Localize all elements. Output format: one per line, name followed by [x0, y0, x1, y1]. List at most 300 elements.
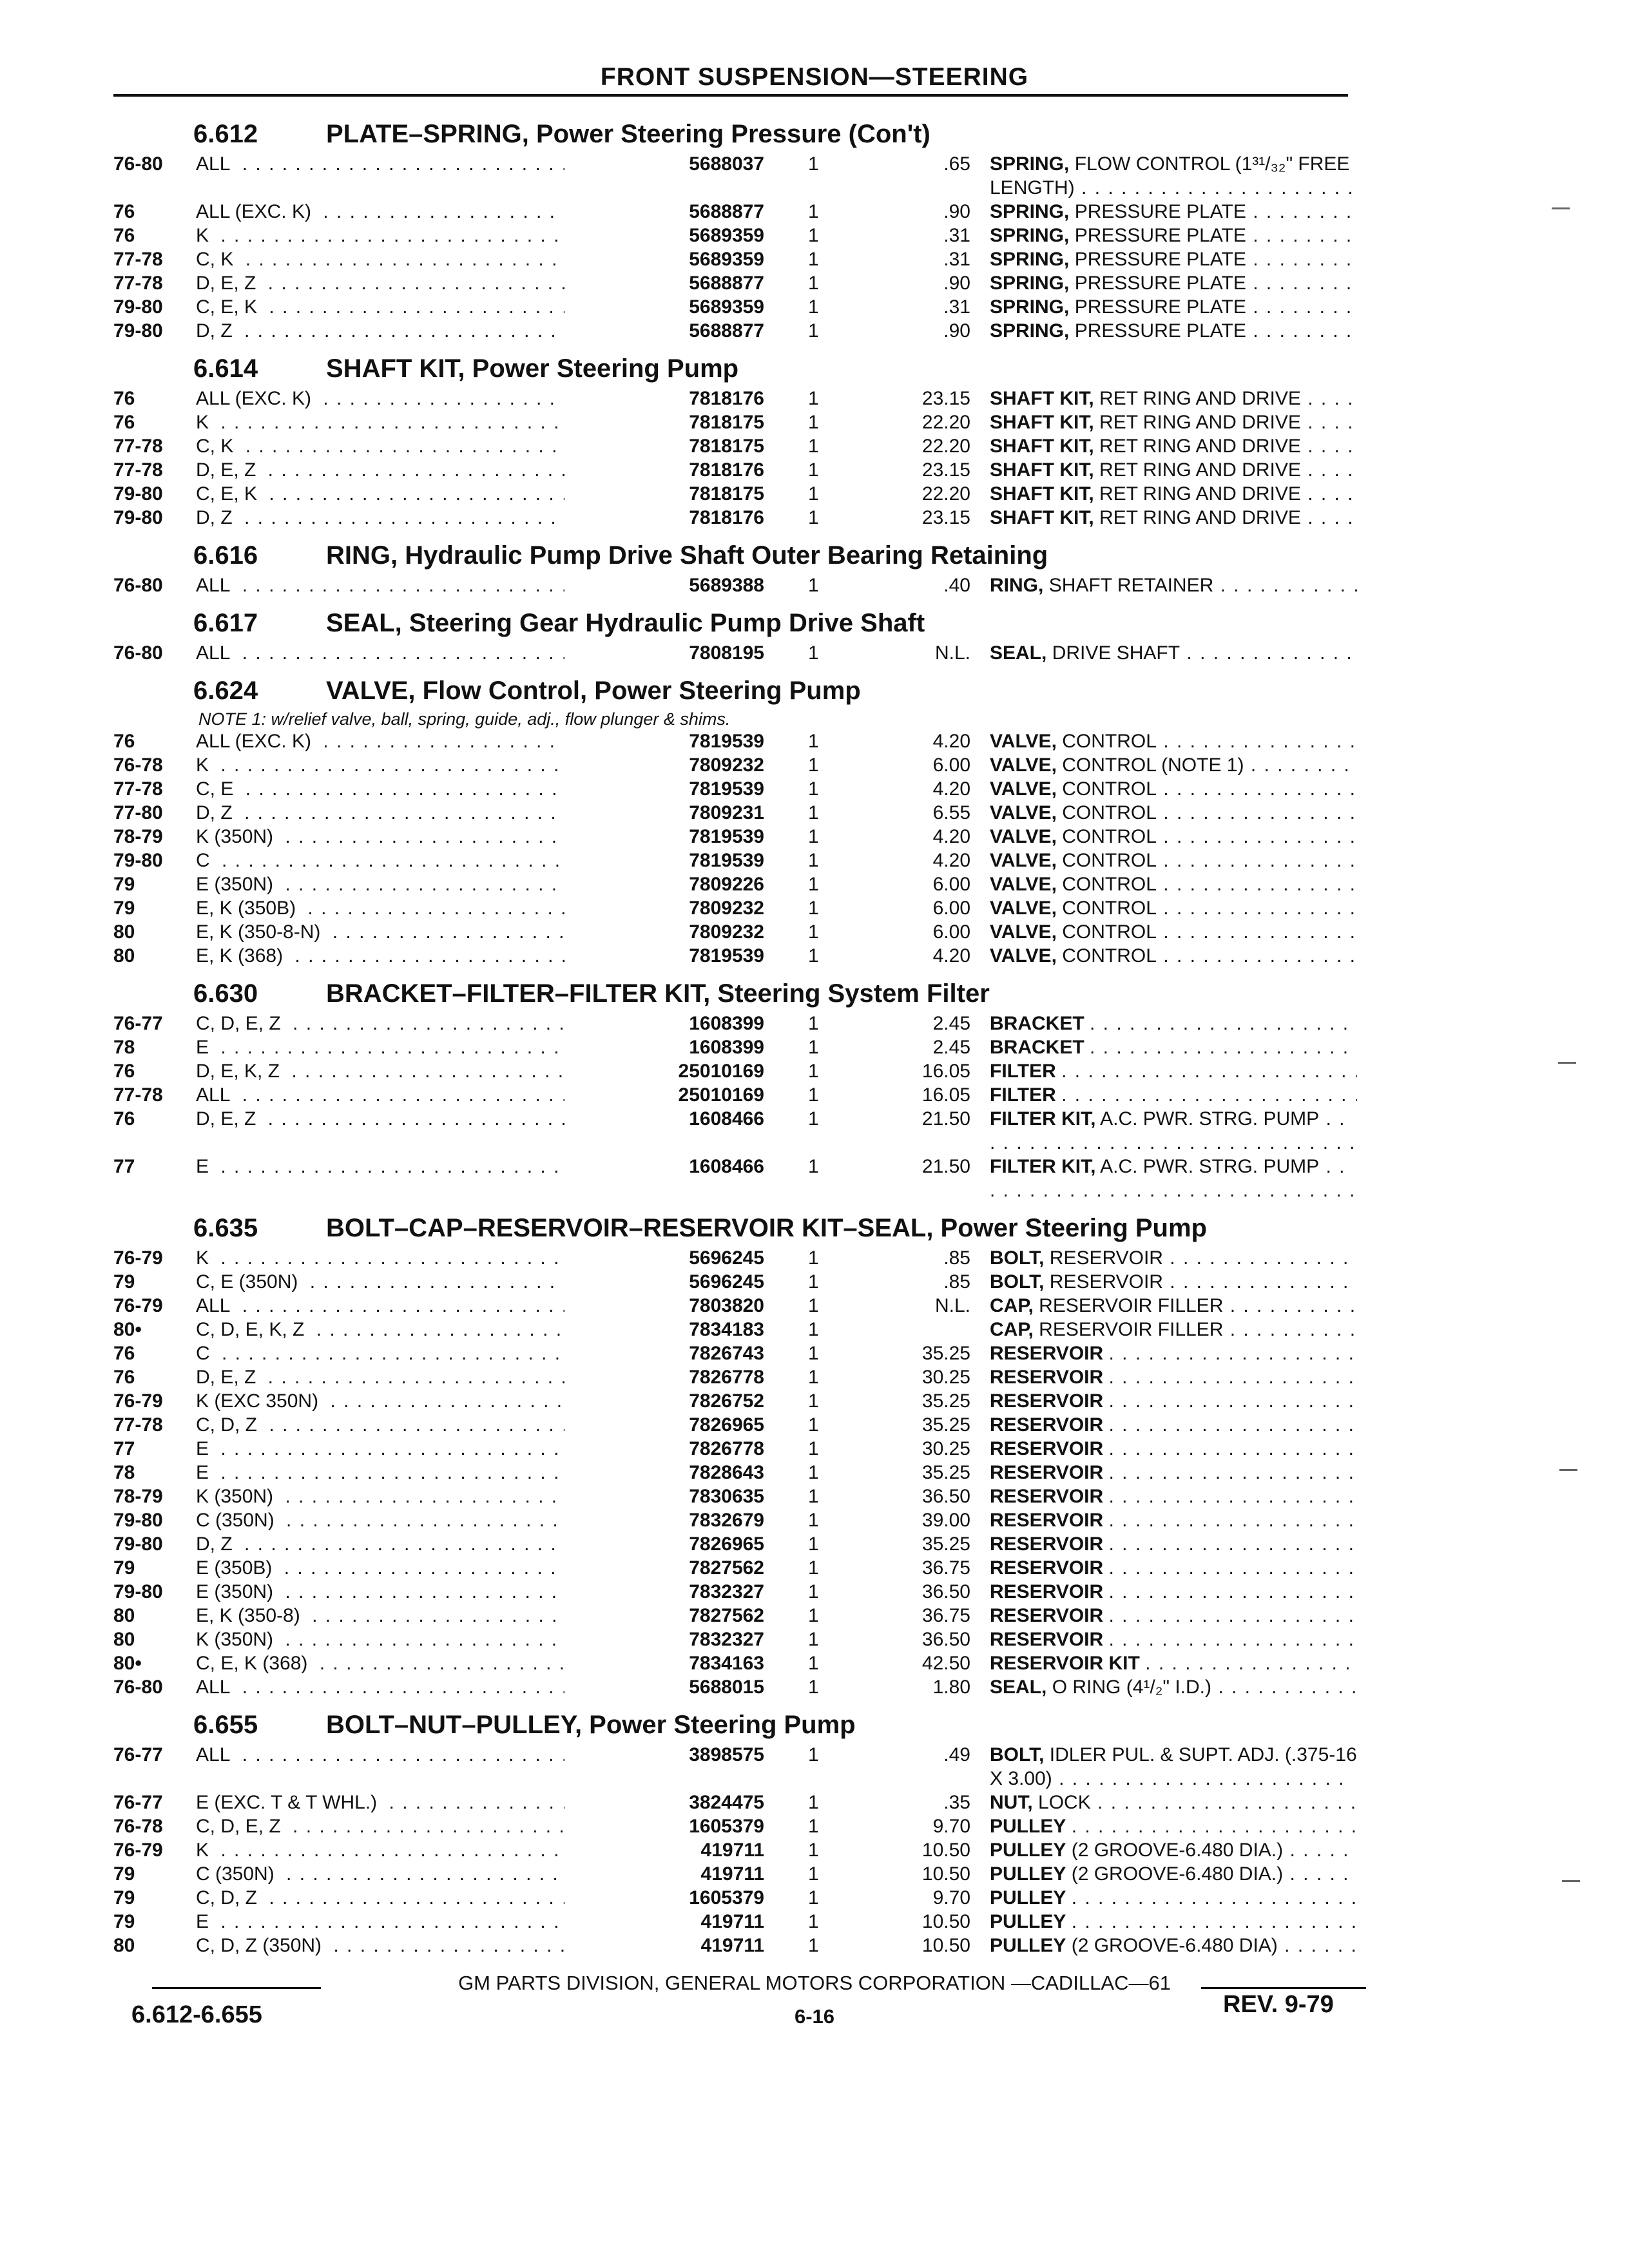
- model-year: 77-80: [113, 802, 163, 823]
- description-cell: [990, 896, 1357, 920]
- part-number: 7803820: [564, 1294, 764, 1318]
- section-number: 6.635: [193, 1214, 258, 1242]
- section-name: BOLT–CAP–RESERVOIR–RESERVOIR KIT–SEAL, Power Steering Pump: [326, 1214, 1207, 1242]
- price: 6.00: [932, 754, 970, 776]
- description-noun: CAP,: [990, 1295, 1034, 1316]
- quantity: 1: [808, 1863, 819, 1885]
- description-noun: RESERVOIR: [990, 1581, 1104, 1602]
- model-code: C, E: [196, 778, 238, 800]
- price: N.L.: [934, 642, 970, 664]
- table-row: [113, 200, 1357, 224]
- model-code: K: [196, 225, 214, 246]
- description-text: CONTROL: [1062, 874, 1157, 895]
- description-cell: [990, 1485, 1357, 1508]
- model-code: ALL (EXC. K): [196, 731, 316, 752]
- model-code: E: [196, 1438, 214, 1459]
- price: N.L.: [934, 1295, 970, 1316]
- description-noun: VALVE,: [990, 802, 1057, 823]
- part-number: 25010169: [564, 1059, 764, 1083]
- description-cell: [990, 1155, 1357, 1202]
- table-row: [113, 1083, 1357, 1107]
- price: .90: [943, 273, 970, 294]
- model-code: C, K: [196, 436, 238, 457]
- quantity: 1: [808, 483, 819, 505]
- description-noun: SHAFT KIT,: [990, 483, 1094, 505]
- model-year: 80: [113, 1629, 135, 1650]
- description-cell: [990, 482, 1357, 506]
- model-code: D, E, K, Z: [196, 1061, 285, 1082]
- description-cell: [990, 1838, 1357, 1862]
- price: 35.25: [921, 1462, 970, 1483]
- quantity: 1: [808, 1486, 819, 1507]
- description-text: CONTROL: [1062, 898, 1157, 919]
- description-cell: [990, 434, 1357, 458]
- description-cell: [990, 152, 1357, 200]
- description-cell: [990, 271, 1357, 295]
- quantity: 1: [808, 1156, 819, 1177]
- description-cell: [990, 1437, 1357, 1461]
- description-noun: PULLEY: [990, 1935, 1066, 1956]
- part-number: 5689359: [564, 295, 764, 319]
- quantity: 1: [808, 507, 819, 528]
- section-6-616: [113, 537, 1357, 597]
- description-text: CONTROL: [1062, 731, 1157, 752]
- price: 36.50: [921, 1486, 970, 1507]
- model-year: 76-79: [113, 1247, 163, 1269]
- quantity: 1: [808, 1414, 819, 1436]
- description-text: RET RING AND DRIVE: [1099, 459, 1301, 481]
- price: 35.25: [921, 1390, 970, 1412]
- part-number: 7826778: [564, 1437, 764, 1461]
- section-heading: [113, 975, 1357, 1012]
- footer-range: 6.612-6.655: [131, 2001, 262, 2028]
- model-code: K (350N): [196, 1629, 278, 1650]
- part-number: 7809232: [564, 920, 764, 944]
- part-number: 7832679: [564, 1508, 764, 1532]
- table-row: [113, 729, 1357, 753]
- section-6-617: [113, 605, 1357, 665]
- section-name: SHAFT KIT, Power Steering Pump: [326, 354, 739, 383]
- model-code: K: [196, 1840, 214, 1861]
- table-row: [113, 573, 1357, 597]
- description-cell: [990, 1791, 1357, 1814]
- description-noun: RESERVOIR: [990, 1533, 1104, 1555]
- model-code: E, K (350B): [196, 898, 301, 919]
- section-name: PLATE–SPRING, Power Steering Pressure (Con't): [326, 120, 930, 148]
- table-row: [113, 410, 1357, 434]
- model-year: 79-80: [113, 1581, 163, 1602]
- price: 4.20: [932, 945, 970, 966]
- price: 21.50: [921, 1156, 970, 1177]
- description-cell: [990, 573, 1357, 597]
- model-year: 76-80: [113, 642, 163, 664]
- parts-list: [113, 108, 1357, 1957]
- footer-revision: REV. 9-79: [1223, 1991, 1334, 2018]
- part-number: 419711: [564, 1838, 764, 1862]
- model-year: 79-80: [113, 296, 163, 318]
- description-text: RET RING AND DRIVE: [1099, 436, 1301, 457]
- price: 22.20: [921, 436, 970, 457]
- quantity: 1: [808, 1438, 819, 1459]
- model-year: 79: [113, 1271, 135, 1293]
- part-number: 5688015: [564, 1675, 764, 1699]
- part-number: 5688877: [564, 200, 764, 224]
- part-number: 7830635: [564, 1485, 764, 1508]
- quantity: 1: [808, 1319, 819, 1340]
- price: .90: [943, 320, 970, 341]
- model-year: 76: [113, 1061, 135, 1082]
- part-number: 25010169: [564, 1083, 764, 1107]
- description-cell: [990, 849, 1357, 872]
- price: 21.50: [921, 1108, 970, 1129]
- model-code: E (350N): [196, 874, 278, 895]
- description-noun: CAP,: [990, 1319, 1034, 1340]
- model-code: E (EXC. T & T WHL.): [196, 1792, 382, 1813]
- part-number: 1605379: [564, 1814, 764, 1838]
- description-cell: [990, 1107, 1357, 1155]
- price: 23.15: [921, 507, 970, 528]
- description-noun: SPRING,: [990, 249, 1070, 270]
- table-row: [113, 1246, 1357, 1270]
- model-year: 79-80: [113, 1510, 163, 1531]
- table-row: [113, 1389, 1357, 1413]
- quantity: 1: [808, 1581, 819, 1602]
- quantity: 1: [808, 642, 819, 664]
- price: 36.75: [921, 1557, 970, 1579]
- description-noun: VALVE,: [990, 850, 1057, 871]
- section-6-614: [113, 351, 1357, 530]
- description-text: PRESSURE PLATE: [1074, 296, 1246, 318]
- description-noun: BOLT,: [990, 1271, 1045, 1293]
- model-code: K (EXC 350N): [196, 1390, 323, 1412]
- description-cell: [990, 1651, 1357, 1675]
- model-year: 80: [113, 945, 135, 966]
- quantity: 1: [808, 1462, 819, 1483]
- price: .90: [943, 201, 970, 222]
- description-text: RESERVOIR: [1049, 1247, 1163, 1269]
- section-name: SEAL, Steering Gear Hydraulic Pump Drive Shaft: [326, 609, 925, 637]
- quantity: 1: [808, 1061, 819, 1082]
- part-number: 5688877: [564, 319, 764, 343]
- table-row: [113, 1910, 1357, 1934]
- model-year: 79: [113, 1887, 135, 1908]
- table-row: [113, 1838, 1357, 1862]
- model-year: 79: [113, 1911, 135, 1932]
- description-text: CONTROL: [1062, 778, 1157, 800]
- price: .31: [943, 225, 970, 246]
- price: 36.50: [921, 1581, 970, 1602]
- description-noun: PULLEY: [990, 1840, 1066, 1861]
- description-text: SHAFT RETAINER: [1048, 575, 1214, 596]
- description-noun: VALVE,: [990, 898, 1057, 919]
- part-number: 7808195: [564, 641, 764, 665]
- price: 22.20: [921, 483, 970, 505]
- table-row: [113, 1675, 1357, 1699]
- price: 2.45: [932, 1037, 970, 1058]
- table-row: [113, 458, 1357, 482]
- quantity: 1: [808, 459, 819, 481]
- description-noun: SPRING,: [990, 296, 1070, 318]
- description-cell: [990, 295, 1357, 319]
- price: 42.50: [921, 1653, 970, 1674]
- section-6-624: [113, 673, 1357, 968]
- part-number: 7819539: [564, 825, 764, 849]
- table-row: [113, 1743, 1357, 1791]
- part-number: 7827562: [564, 1556, 764, 1580]
- model-year: 76-77: [113, 1792, 163, 1813]
- quantity: 1: [808, 921, 819, 943]
- description-noun: VALVE,: [990, 754, 1057, 776]
- quantity: 1: [808, 388, 819, 409]
- part-number: 3898575: [564, 1743, 764, 1767]
- description-cell: [990, 1556, 1357, 1580]
- section-name: BRACKET–FILTER–FILTER KIT, Steering System Filter: [326, 979, 990, 1008]
- model-year: 79-80: [113, 483, 163, 505]
- part-number: 7819539: [564, 849, 764, 872]
- model-year: 80•: [113, 1319, 142, 1340]
- quantity: 1: [808, 1367, 819, 1388]
- model-code: D, E, Z: [196, 1108, 261, 1129]
- table-row: [113, 753, 1357, 777]
- price: .85: [943, 1247, 970, 1269]
- model-code: D, Z: [196, 507, 238, 528]
- part-number: 7818176: [564, 387, 764, 410]
- description-noun: FILTER KIT,: [990, 1108, 1096, 1129]
- model-year: 79: [113, 1863, 135, 1885]
- description-cell: [990, 801, 1357, 825]
- table-row: [113, 1270, 1357, 1294]
- description-text: CONTROL: [1062, 921, 1157, 943]
- quantity: 1: [808, 436, 819, 457]
- quantity: 1: [808, 898, 819, 919]
- description-cell: [990, 920, 1357, 944]
- description-text: PRESSURE PLATE: [1074, 249, 1246, 270]
- table-row: [113, 482, 1357, 506]
- model-code: D, E, Z: [196, 459, 261, 481]
- description-cell: [990, 1035, 1357, 1059]
- description-cell: [990, 1910, 1357, 1934]
- model-year: 79-80: [113, 1533, 163, 1555]
- part-number: 7832327: [564, 1628, 764, 1651]
- part-number: 1605379: [564, 1886, 764, 1910]
- price: 10.50: [921, 1935, 970, 1956]
- model-code: E: [196, 1037, 214, 1058]
- quantity: 1: [808, 874, 819, 895]
- table-row: [113, 1059, 1357, 1083]
- model-code: C, E, K (368): [196, 1653, 313, 1674]
- quantity: 1: [808, 201, 819, 222]
- description-text: PRESSURE PLATE: [1074, 201, 1246, 222]
- price: 22.20: [921, 412, 970, 433]
- table-row: [113, 1035, 1357, 1059]
- description-cell: [990, 777, 1357, 801]
- page-title: FRONT SUSPENSION—STEERING: [600, 63, 1029, 91]
- description-noun: SPRING,: [990, 320, 1070, 341]
- model-year: 76-80: [113, 575, 163, 596]
- part-number: 7826752: [564, 1389, 764, 1413]
- table-row: [113, 872, 1357, 896]
- description-cell: [990, 641, 1357, 665]
- price: 6.00: [932, 898, 970, 919]
- table-row: [113, 920, 1357, 944]
- section-number: 6.624: [193, 677, 258, 705]
- quantity: 1: [808, 1792, 819, 1813]
- table-row: [113, 1508, 1357, 1532]
- footer-page-number: 6-16: [794, 2005, 835, 2028]
- description-cell: [990, 753, 1357, 777]
- price: 6.55: [932, 802, 970, 823]
- part-number: 419711: [564, 1862, 764, 1886]
- table-row: [113, 849, 1357, 872]
- price: 6.00: [932, 921, 970, 943]
- model-code: K: [196, 1247, 214, 1269]
- table-row: [113, 1107, 1357, 1155]
- table-row: [113, 224, 1357, 247]
- description-noun: RESERVOIR: [990, 1414, 1104, 1436]
- price: 9.70: [932, 1816, 970, 1837]
- part-number: 5689388: [564, 573, 764, 597]
- model-year: 76-77: [113, 1744, 163, 1765]
- edge-mark: [1558, 1062, 1576, 1064]
- description-noun: RESERVOIR: [990, 1367, 1104, 1388]
- description-cell: [990, 247, 1357, 271]
- description-cell: [990, 458, 1357, 482]
- quantity: 1: [808, 1533, 819, 1555]
- part-number: 5688037: [564, 152, 764, 176]
- section-heading: [113, 351, 1357, 387]
- price: 10.50: [921, 1863, 970, 1885]
- description-text: RET RING AND DRIVE: [1099, 412, 1301, 433]
- price: 9.70: [932, 1887, 970, 1908]
- description-text: FLOW CONTROL (1³¹/₃₂" FREE LENGTH): [990, 153, 1350, 198]
- model-code: D, E, Z: [196, 1367, 261, 1388]
- description-text: O RING (4¹/₂" I.D.): [1052, 1677, 1211, 1698]
- model-code: C, D, Z (350N): [196, 1935, 327, 1956]
- model-code: C, E, K: [196, 296, 262, 318]
- model-year: 76: [113, 412, 135, 433]
- description-cell: [990, 1365, 1357, 1389]
- quantity: 1: [808, 1840, 819, 1861]
- model-year: 80: [113, 921, 135, 943]
- table-row: [113, 295, 1357, 319]
- model-code: ALL: [196, 1677, 235, 1698]
- price: .31: [943, 249, 970, 270]
- table-row: [113, 1413, 1357, 1437]
- description-text: (2 GROOVE-6.480 DIA.): [1071, 1840, 1284, 1861]
- description-noun: SHAFT KIT,: [990, 459, 1094, 481]
- description-text: CONTROL: [1062, 826, 1157, 847]
- model-year: 76: [113, 201, 135, 222]
- section-heading: [113, 116, 1357, 152]
- model-year: 80: [113, 1605, 135, 1626]
- table-row: [113, 1556, 1357, 1580]
- quantity: 1: [808, 1271, 819, 1293]
- model-year: 76: [113, 1367, 135, 1388]
- description-noun: SHAFT KIT,: [990, 507, 1094, 528]
- price: .31: [943, 296, 970, 318]
- description-cell: [990, 1413, 1357, 1437]
- section-6-612: [113, 116, 1357, 343]
- model-code: D, E, Z: [196, 273, 261, 294]
- section-6-630: [113, 975, 1357, 1202]
- model-code: E: [196, 1911, 214, 1932]
- description-text: RESERVOIR FILLER: [1039, 1319, 1224, 1340]
- model-year: 76: [113, 731, 135, 752]
- part-number: 7834183: [564, 1318, 764, 1341]
- footer-text: GM PARTS DIVISION, GENERAL MOTORS CORPORATION —CADILLAC—61: [458, 1972, 1171, 1994]
- quantity: 1: [808, 296, 819, 318]
- price: .35: [943, 1792, 970, 1813]
- table-row: [113, 825, 1357, 849]
- quantity: 1: [808, 1653, 819, 1674]
- description-text: CONTROL (NOTE 1): [1062, 754, 1244, 776]
- part-number: 3824475: [564, 1791, 764, 1814]
- table-row: [113, 944, 1357, 968]
- quantity: 1: [808, 1295, 819, 1316]
- part-number: 7832327: [564, 1580, 764, 1604]
- description-text: LOCK: [1038, 1792, 1091, 1813]
- table-row: [113, 1155, 1357, 1202]
- description-noun: SPRING,: [990, 153, 1070, 175]
- description-noun: RESERVOIR: [990, 1343, 1104, 1364]
- price: 4.20: [932, 826, 970, 847]
- price: 4.20: [932, 850, 970, 871]
- description-cell: [990, 1604, 1357, 1628]
- part-number: 5689359: [564, 247, 764, 271]
- model-code: ALL: [196, 642, 235, 664]
- table-row: [113, 801, 1357, 825]
- quantity: 1: [808, 1108, 819, 1129]
- description-text: PRESSURE PLATE: [1074, 225, 1246, 246]
- quantity: 1: [808, 1605, 819, 1626]
- table-row: [113, 1437, 1357, 1461]
- description-noun: PULLEY: [990, 1863, 1066, 1885]
- description-noun: SPRING,: [990, 201, 1070, 222]
- description-noun: SHAFT KIT,: [990, 388, 1094, 409]
- model-code: ALL (EXC. K): [196, 201, 316, 222]
- quantity: 1: [808, 1343, 819, 1364]
- description-cell: [990, 1012, 1357, 1035]
- price: 4.20: [932, 778, 970, 800]
- description-cell: [990, 1628, 1357, 1651]
- description-cell: [990, 1934, 1357, 1957]
- price: 16.05: [921, 1061, 970, 1082]
- description-text: CONTROL: [1062, 945, 1157, 966]
- part-number: 5696245: [564, 1246, 764, 1270]
- description-cell: [990, 224, 1357, 247]
- description-text: (2 GROOVE-6.480 DIA): [1071, 1935, 1278, 1956]
- quantity: 1: [808, 731, 819, 752]
- model-code: C, D, Z: [196, 1414, 262, 1436]
- part-number: 7819539: [564, 777, 764, 801]
- description-noun: FILTER: [990, 1061, 1056, 1082]
- model-code: C, D, E, K, Z: [196, 1319, 309, 1340]
- description-noun: BRACKET: [990, 1013, 1084, 1034]
- section-heading: [113, 673, 1357, 709]
- description-text: (2 GROOVE-6.480 DIA.): [1071, 1863, 1284, 1885]
- part-number: 7809226: [564, 872, 764, 896]
- description-noun: RESERVOIR KIT: [990, 1653, 1140, 1674]
- description-cell: [990, 1294, 1357, 1318]
- table-row: [113, 1862, 1357, 1886]
- quantity: 1: [808, 778, 819, 800]
- table-row: [113, 1318, 1357, 1341]
- description-noun: SHAFT KIT,: [990, 436, 1094, 457]
- description-noun: VALVE,: [990, 945, 1057, 966]
- section-name: VALVE, Flow Control, Power Steering Pump: [326, 677, 861, 705]
- model-year: 76: [113, 1343, 135, 1364]
- price: 30.25: [921, 1438, 970, 1459]
